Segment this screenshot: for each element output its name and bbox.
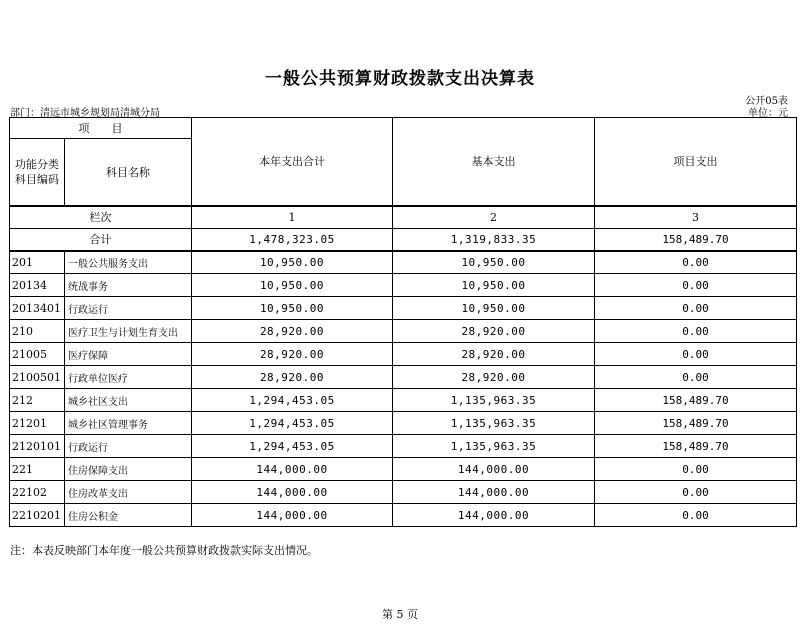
row-project: 0.00: [595, 320, 797, 343]
sum-project: 158,489.70: [595, 229, 797, 251]
expenditure-table: [9, 117, 797, 527]
row-code: 201: [10, 251, 65, 274]
row-code: 210: [10, 320, 65, 343]
row-project: 158,489.70: [595, 435, 797, 458]
row-subject-name: 城乡社区支出: [65, 389, 192, 412]
row-subject-name: 行政运行: [65, 435, 192, 458]
row-subject-name: 住房保障支出: [65, 458, 192, 481]
row-basic: 144,000.00: [393, 481, 595, 504]
table-row: [10, 343, 797, 366]
department-label: 部门：清远市城乡规划局清城分局: [10, 108, 160, 119]
header-basic: 基本支出: [393, 118, 595, 206]
row-total: 28,920.00: [192, 343, 393, 366]
table-row: [10, 366, 797, 389]
row-basic: 1,135,963.35: [393, 412, 595, 435]
row-total: 1,294,453.05: [192, 389, 393, 412]
row-basic: 10,950.00: [393, 297, 595, 320]
table-row: [10, 412, 797, 435]
row-project: 0.00: [595, 274, 797, 297]
row-basic: 144,000.00: [393, 458, 595, 481]
unit-label: 单位：元: [748, 108, 788, 119]
row-subject-name: 统战事务: [65, 274, 192, 297]
row-subject-name: 住房改革支出: [65, 481, 192, 504]
column-number-2: 2: [393, 206, 595, 229]
row-code: 2013401: [10, 297, 65, 320]
row-code: 2210201: [10, 504, 65, 527]
sum-basic: 1,319,833.35: [393, 229, 595, 251]
row-subject-name: 行政单位医疗: [65, 366, 192, 389]
sum-label: 合计: [10, 229, 192, 251]
header-item: 项 目: [10, 118, 192, 139]
row-basic: 1,135,963.35: [393, 435, 595, 458]
row-code: 22102: [10, 481, 65, 504]
table-row: [10, 320, 797, 343]
row-total: 28,920.00: [192, 320, 393, 343]
row-code: 20134: [10, 274, 65, 297]
table-row: [10, 274, 797, 297]
row-project: 0.00: [595, 481, 797, 504]
row-project: 0.00: [595, 458, 797, 481]
table-row: [10, 504, 797, 527]
row-total: 1,294,453.05: [192, 435, 393, 458]
row-subject-name: 住房公积金: [65, 504, 192, 527]
row-basic: 1,135,963.35: [393, 389, 595, 412]
row-code: 2100501: [10, 366, 65, 389]
table-row: [10, 481, 797, 504]
row-subject-name: 一般公共服务支出: [65, 251, 192, 274]
row-project: 0.00: [595, 366, 797, 389]
form-number: 公开05表: [745, 96, 788, 107]
row-subject-name: 医疗卫生与计划生育支出: [65, 320, 192, 343]
column-number-1: 1: [192, 206, 393, 229]
row-total: 10,950.00: [192, 297, 393, 320]
row-code: 221: [10, 458, 65, 481]
column-number-3: 3: [595, 206, 797, 229]
row-total: 10,950.00: [192, 274, 393, 297]
row-subject-name: 行政运行: [65, 297, 192, 320]
table-row: [10, 251, 797, 274]
row-project: 0.00: [595, 504, 797, 527]
row-total: 10,950.00: [192, 251, 393, 274]
row-subject-name: 城乡社区管理事务: [65, 412, 192, 435]
row-total: 144,000.00: [192, 458, 393, 481]
row-project: 0.00: [595, 343, 797, 366]
page-title: 一般公共预算财政拨款支出决算表: [265, 69, 535, 89]
row-code: 2120101: [10, 435, 65, 458]
row-basic: 28,920.00: [393, 320, 595, 343]
row-subject-name: 医疗保障: [65, 343, 192, 366]
table-row: [10, 389, 797, 412]
row-code: 21005: [10, 343, 65, 366]
row-code: 212: [10, 389, 65, 412]
row-project: 158,489.70: [595, 412, 797, 435]
row-basic: 28,920.00: [393, 343, 595, 366]
footnote: 注：本表反映部门本年度一般公共预算财政拨款实际支出情况。: [10, 544, 318, 557]
row-project: 0.00: [595, 251, 797, 274]
row-total: 28,920.00: [192, 366, 393, 389]
row-basic: 10,950.00: [393, 274, 595, 297]
row-basic: 144,000.00: [393, 504, 595, 527]
row-project: 158,489.70: [595, 389, 797, 412]
sum-total: 1,478,323.05: [192, 229, 393, 251]
row-code: 21201: [10, 412, 65, 435]
row-basic: 10,950.00: [393, 251, 595, 274]
row-basic: 28,920.00: [393, 366, 595, 389]
column-number-label: 栏次: [10, 206, 192, 229]
table-row: [10, 435, 797, 458]
table-row: [10, 458, 797, 481]
header-total: 本年支出合计: [192, 118, 393, 206]
row-total: 1,294,453.05: [192, 412, 393, 435]
header-func-code: 功能分类科目编码: [10, 139, 65, 206]
row-total: 144,000.00: [192, 504, 393, 527]
header-subject-name: 科目名称: [65, 139, 192, 206]
header-project: 项目支出: [595, 118, 797, 206]
table-row: [10, 297, 797, 320]
page-number: 第 5 页: [382, 608, 418, 621]
row-project: 0.00: [595, 297, 797, 320]
row-total: 144,000.00: [192, 481, 393, 504]
